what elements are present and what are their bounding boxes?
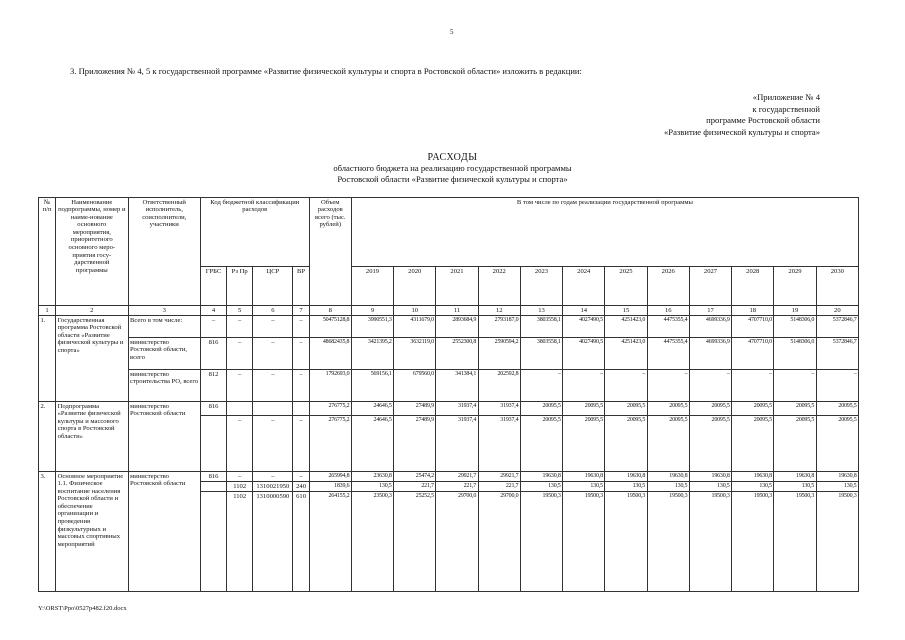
vr-cell: – [293,316,309,338]
rzpr-cell: 1102 [227,482,253,492]
year-value-cell: 19630,8 [520,472,562,482]
heading-subtitle: Ростовской области «Развитие физической культуры и спорта» [337,174,568,184]
year-value-cell: 19500,3 [774,492,816,592]
grbs-cell [200,416,226,472]
year-value-cell: 20095,5 [563,416,605,472]
page-number: 5 [450,28,454,36]
year-value-cell: 2893684,9 [436,316,478,338]
year-value-cell: 19630,8 [816,472,858,482]
index-cell: 8 [309,306,351,316]
year-value-cell: 221,7 [394,482,436,492]
program-name-cell: Подпрограмма «Развитие физической культуры и массового спорта в Ростовской области» [56,402,128,472]
heading-title: РАСХОДЫ [427,152,478,163]
vr-cell: 240 [293,482,309,492]
year-value-cell: 19500,3 [647,492,689,592]
year-value-cell: 4707710,0 [732,338,774,370]
executor-cell: министерство Ростовской области, всего [128,338,200,370]
year-value-cell: 25474,2 [394,472,436,482]
table-row [39,338,859,370]
index-cell: 12 [478,306,520,316]
year-value-cell: 29700,0 [436,492,478,592]
year-value-cell: – [647,370,689,402]
year-value-cell: 4707710,0 [732,316,774,338]
grbs-cell: 816 [200,472,226,482]
year-header-cell: 2027 [689,267,731,306]
year-value-cell: 20095,5 [605,402,647,416]
year-value-cell: – [816,370,858,402]
rzpr-cell: – [227,370,253,402]
year-value-cell: 4027490,5 [563,338,605,370]
year-value-cell: 5148306,0 [774,338,816,370]
year-header-cell: 2019 [351,267,393,306]
csr-cell: – [253,472,293,482]
table-row [39,402,859,416]
vr-cell: 610 [293,492,309,592]
year-value-cell: 29921,7 [478,472,520,482]
year-value-cell: 19500,3 [689,492,731,592]
year-value-cell: 569156,1 [351,370,393,402]
header-cell: Наименование подпрограммы, номер и наиме-нование основного мероприятия, приоритетного основного меро-приятия госу-дарственной программы [56,198,128,306]
year-value-cell: 4699336,9 [689,316,731,338]
index-cell: 19 [774,306,816,316]
rzpr-cell: – [227,416,253,472]
year-value-cell: – [732,370,774,402]
year-value-cell: 19500,3 [816,492,858,592]
vr-cell: – [293,370,309,402]
year-value-cell: 31937,4 [436,416,478,472]
csr-cell: – [253,316,293,338]
year-value-cell: 20095,5 [689,416,731,472]
index-cell: 1 [39,306,56,316]
total-cell: 1792693,0 [309,370,351,402]
vr-cell: – [293,338,309,370]
year-value-cell: – [774,370,816,402]
year-value-cell: 3803558,1 [520,338,562,370]
table-header-row [39,198,859,267]
year-value-cell: 221,7 [478,482,520,492]
index-cell: 4 [200,306,226,316]
executor-cell: Всего в том числе: [128,316,200,338]
year-value-cell: 19630,8 [563,472,605,482]
year-value-cell: 4475355,4 [647,338,689,370]
total-cell: 265994,8 [309,472,351,482]
index-cell: 7 [293,306,309,316]
index-cell: 9 [351,306,393,316]
grbs-cell [200,492,226,592]
total-cell: 276775,2 [309,402,351,416]
year-header-cell: 2029 [774,267,816,306]
csr-cell [253,402,293,416]
year-value-cell: 29921,7 [436,472,478,482]
index-cell: 10 [394,306,436,316]
year-value-cell: 20095,5 [774,416,816,472]
row-number-cell: 1. [39,316,56,402]
csr-cell: 1310000590 [253,492,293,592]
year-value-cell: 19630,8 [605,472,647,482]
executor-cell: министерство Ростовской области [128,402,200,472]
year-header-cell: 2020 [394,267,436,306]
year-value-cell: 19500,3 [732,492,774,592]
year-value-cell: 31937,4 [478,402,520,416]
year-value-cell: 20095,5 [647,402,689,416]
appendix-line: «Развитие физической культуры и спорта» [664,126,820,137]
file-path-footer: Y:\ORST\Ppo\0527p482.f20.docx [38,605,127,612]
index-cell: 18 [732,306,774,316]
csr-cell: – [253,338,293,370]
total-cell: 48682435,8 [309,338,351,370]
row-number-cell: 3. [39,472,56,592]
year-value-cell: 19500,3 [520,492,562,592]
rzpr-cell: – [227,338,253,370]
executor-cell: министерство Ростовской области [128,472,200,592]
year-value-cell: 24646,5 [351,402,393,416]
year-value-cell: 3990551,3 [351,316,393,338]
table-row [39,370,859,402]
index-cell: 6 [253,306,293,316]
year-value-cell: 130,5 [774,482,816,492]
year-value-cell: 20095,5 [732,416,774,472]
year-value-cell: 20095,5 [816,416,858,472]
vr-cell: – [293,416,309,472]
year-header-cell: 2023 [520,267,562,306]
year-value-cell: 23500,3 [351,492,393,592]
year-value-cell: 221,7 [436,482,478,492]
year-value-cell: 20095,5 [647,416,689,472]
year-value-cell: 2793187,0 [478,316,520,338]
index-cell: 17 [689,306,731,316]
year-value-cell: 341384,1 [436,370,478,402]
year-value-cell: 4251423,0 [605,338,647,370]
year-value-cell: 20095,5 [689,402,731,416]
year-value-cell: 20095,5 [605,416,647,472]
year-value-cell: – [689,370,731,402]
year-value-cell: 4311679,0 [394,316,436,338]
program-name-cell: Государственная программа Ростовской области «Развитие физической культуры и спорта» [56,316,128,402]
column-index-row [39,306,859,316]
index-cell: 3 [128,306,200,316]
year-value-cell: 31937,4 [478,416,520,472]
program-name-cell: Основное мероприятие 1.1. Физическое воспитание населения Ростовской области и обеспечение организации и проведения физкультурных и массовых спортивных мероприятий [56,472,128,592]
year-value-cell: 679560,0 [394,370,436,402]
year-value-cell: 130,5 [689,482,731,492]
header-cell: ВР [293,267,309,306]
year-value-cell: 5148306,0 [774,316,816,338]
vr-cell: – [293,472,309,482]
year-value-cell: 130,5 [816,482,858,492]
grbs-cell [200,482,226,492]
executor-cell: министерство строительства РО, всего [128,370,200,402]
year-value-cell: 31937,4 [436,402,478,416]
year-value-cell: 130,5 [605,482,647,492]
year-header-cell: 2022 [478,267,520,306]
year-value-cell: 4251423,0 [605,316,647,338]
rzpr-cell: – [227,472,253,482]
year-value-cell: 3421395,2 [351,338,393,370]
year-value-cell: 4027490,5 [563,316,605,338]
index-cell: 16 [647,306,689,316]
header-cell: ГРБС [200,267,226,306]
year-value-cell: 20095,5 [520,402,562,416]
year-value-cell: 2590594,2 [478,338,520,370]
grbs-cell: 812 [200,370,226,402]
header-cell: № п/п [39,198,56,306]
appendix-line: к государственной [752,103,820,114]
year-value-cell: – [563,370,605,402]
year-value-cell: 19630,8 [732,472,774,482]
year-header-cell: 2028 [732,267,774,306]
year-header-cell: 2030 [816,267,858,306]
grbs-cell: 816 [200,402,226,416]
year-value-cell: 20095,5 [520,416,562,472]
vr-cell [293,402,309,416]
year-value-cell: – [520,370,562,402]
year-value-cell: 130,5 [520,482,562,492]
appendix-line: «Приложение № 4 [752,92,820,102]
table-row [39,316,859,338]
year-value-cell: 29700,0 [478,492,520,592]
year-value-cell: 20095,5 [816,402,858,416]
total-cell: 276775,2 [309,416,351,472]
year-value-cell: 4699336,9 [689,338,731,370]
year-value-cell: 24646,5 [351,416,393,472]
header-cell: Объем расходов всего (тыс. рублей) [309,198,351,306]
index-cell: 13 [520,306,562,316]
year-value-cell: 27489,9 [394,402,436,416]
year-header-cell: 2026 [647,267,689,306]
year-value-cell: 19630,8 [689,472,731,482]
index-cell: 5 [227,306,253,316]
table-row [39,472,859,482]
appendix-line: программе Ростовской области [706,115,820,125]
year-value-cell: 5372846,7 [816,338,858,370]
year-value-cell: 130,5 [563,482,605,492]
total-cell: 50475128,8 [309,316,351,338]
year-value-cell: 5372846,7 [816,316,858,338]
year-value-cell: 25252,5 [394,492,436,592]
index-cell: 11 [436,306,478,316]
rzpr-cell: – [227,316,253,338]
csr-cell: – [253,370,293,402]
row-number-cell: 2. [39,402,56,472]
year-value-cell: 19630,8 [774,472,816,482]
appendix-caption [600,92,820,138]
document-heading [0,152,905,185]
total-cell: 264155,2 [309,492,351,592]
year-value-cell: 27489,9 [394,416,436,472]
year-value-cell: 130,5 [351,482,393,492]
year-value-cell: 19500,3 [563,492,605,592]
intro-text: 3. Приложения № 4, 5 к государственной программе «Развитие физической культуры и спорта в Ростовской области» изложить в редакции: [70,66,582,76]
year-value-cell: 20095,5 [774,402,816,416]
year-value-cell: 19630,8 [647,472,689,482]
index-cell: 14 [563,306,605,316]
header-cell: Ответственный исполнитель, соисполнители, участники [128,198,200,306]
year-value-cell: 19500,3 [605,492,647,592]
rzpr-cell [227,402,253,416]
year-value-cell: 202592,8 [478,370,520,402]
csr-cell: 1310021950 [253,482,293,492]
year-value-cell: 2552300,8 [436,338,478,370]
grbs-cell: 816 [200,338,226,370]
year-value-cell: 3803558,1 [520,316,562,338]
year-value-cell: 20095,5 [563,402,605,416]
index-cell: 2 [56,306,128,316]
header-cell: Код бюджетной классификации расходов [200,198,309,267]
year-value-cell: 23630,8 [351,472,393,482]
header-cell: В том числе по годам реализации государственной программы [351,198,858,267]
index-cell: 15 [605,306,647,316]
year-value-cell: 130,5 [732,482,774,492]
year-value-cell: – [605,370,647,402]
year-header-cell: 2024 [563,267,605,306]
heading-subtitle: областного бюджета на реализацию государственной программы [333,163,572,173]
year-value-cell: 130,5 [647,482,689,492]
year-header-cell: 2025 [605,267,647,306]
year-value-cell: 3632119,0 [394,338,436,370]
grbs-cell: – [200,316,226,338]
header-cell: Рз Пр [227,267,253,306]
rzpr-cell: 1102 [227,492,253,592]
year-value-cell: 20095,5 [732,402,774,416]
expenses-table [38,197,859,592]
csr-cell: – [253,416,293,472]
year-header-cell: 2021 [436,267,478,306]
header-cell: ЦСР [253,267,293,306]
total-cell: 1839,6 [309,482,351,492]
year-value-cell: 4475355,4 [647,316,689,338]
index-cell: 20 [816,306,858,316]
